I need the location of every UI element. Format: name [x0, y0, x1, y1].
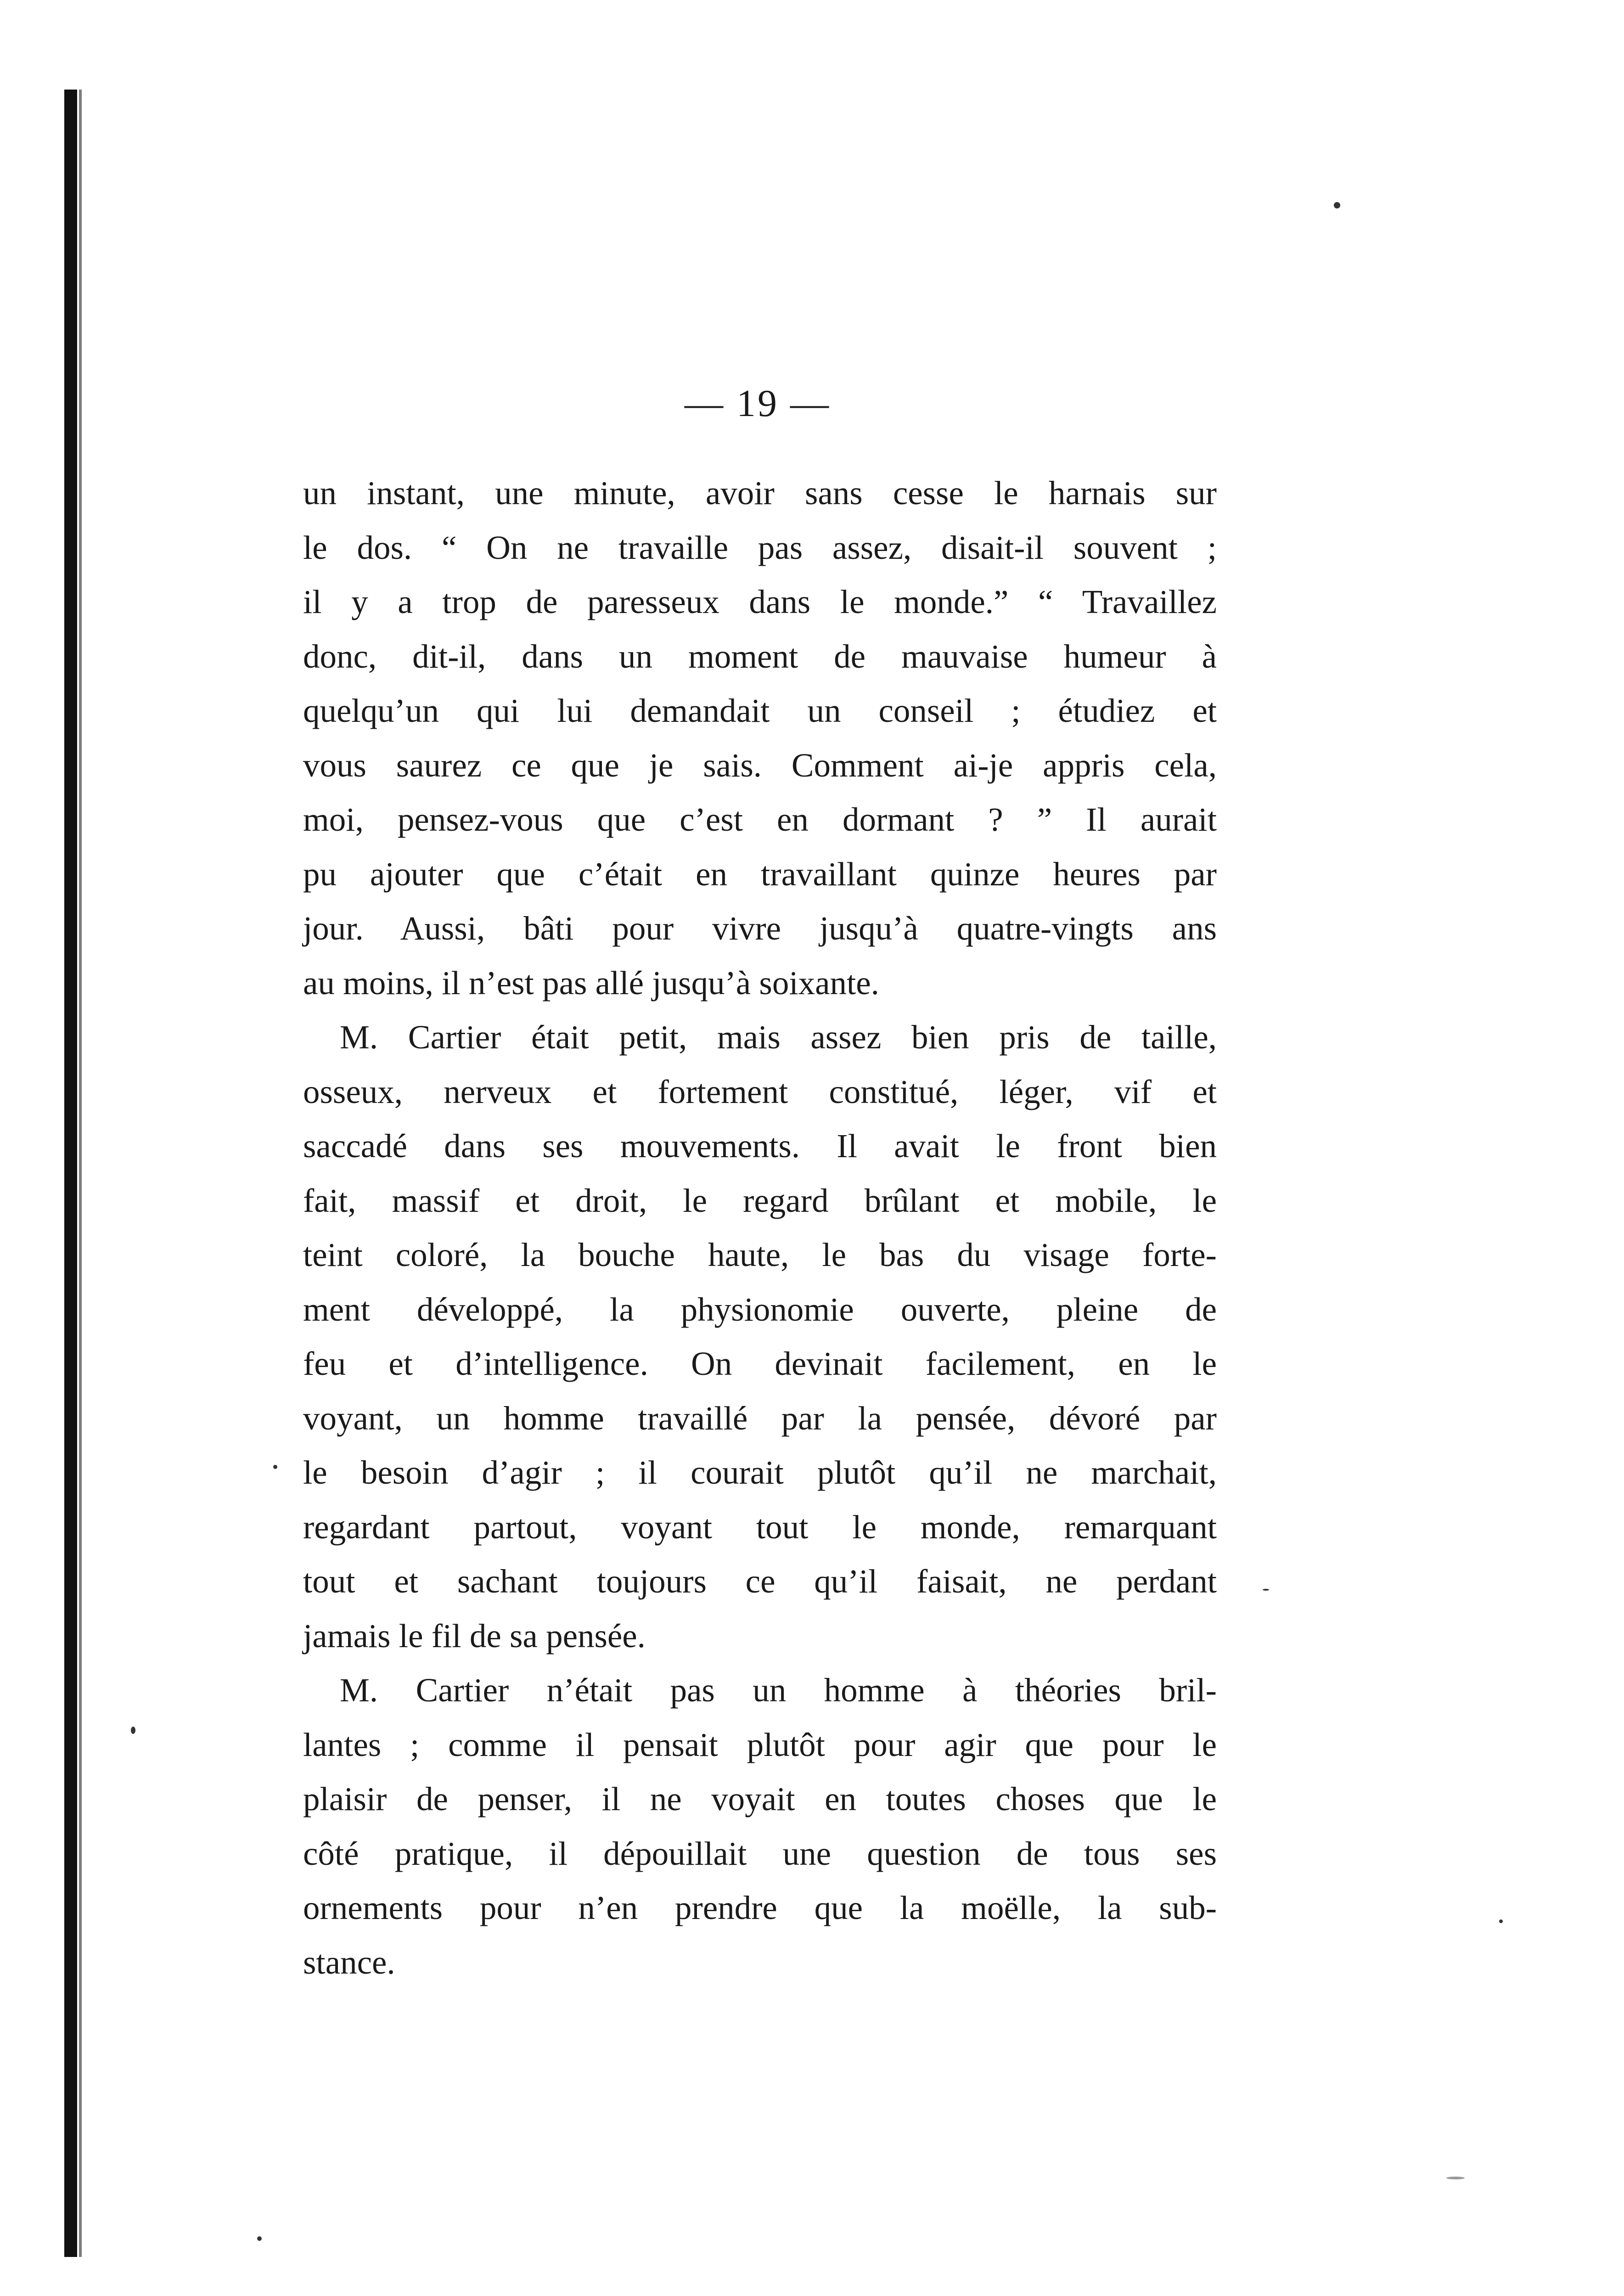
- text-line: un instant, une minute, avoir sans cesse le harnais sur: [303, 474, 1217, 512]
- text-line: il y a trop de paresseux dans le monde.” “ Travaillez: [303, 583, 1217, 620]
- text-line: teint coloré, la bouche haute, le bas du visage forte-: [303, 1236, 1217, 1273]
- text-line: regardant partout, voyant tout le monde, remarquant: [303, 1508, 1217, 1546]
- text-line: plaisir de penser, il ne voyait en toutes choses que le: [303, 1780, 1217, 1818]
- text-line: donc, dit-il, dans un moment de mauvaise humeur à: [303, 637, 1217, 675]
- text-line: voyant, un homme travaillé par la pensée, dévoré par: [303, 1399, 1217, 1437]
- binding-edge: [64, 90, 77, 2257]
- text-line: le besoin d’agir ; il courait plutôt qu’il ne marchait,: [303, 1454, 1217, 1491]
- text-line: côté pratique, il dépouillait une question de tous ses: [303, 1835, 1217, 1872]
- page-number: — 19 —: [685, 382, 831, 425]
- binding-edge-shadow: [79, 90, 82, 2257]
- text-line: vous saurez ce que je sais. Comment ai-je appris cela,: [303, 746, 1217, 784]
- text-line: M. Cartier était petit, mais assez bien pris de taille,: [340, 1019, 1217, 1056]
- scan-speck: [257, 2236, 262, 2241]
- text-line: tout et sachant toujours ce qu’il faisait, ne perdant: [303, 1563, 1217, 1600]
- text-line: au moins, il n’est pas allé jusqu’à soixante.: [303, 964, 879, 1002]
- text-line: stance.: [303, 1943, 395, 1981]
- text-line: jour. Aussi, bâti pour vivre jusqu’à quatre-vingts ans: [303, 910, 1217, 947]
- text-line: feu et d’intelligence. On devinait facilement, en le: [303, 1345, 1217, 1382]
- scan-speck: [1263, 1589, 1269, 1591]
- text-line: saccadé dans ses mouvements. Il avait le front bien: [303, 1127, 1217, 1165]
- text-line: pu ajouter que c’était en travaillant quinze heures par: [303, 855, 1217, 893]
- scan-speck: [1334, 202, 1340, 208]
- text-line: le dos. “ On ne travaille pas assez, disait-il souvent ;: [303, 529, 1217, 566]
- text-line: fait, massif et droit, le regard brûlant et mobile, le: [303, 1182, 1217, 1219]
- body-text: [303, 466, 1217, 1990]
- text-line: moi, pensez-vous que c’est en dormant ? ” Il aurait: [303, 801, 1217, 838]
- scan-speck: [1499, 1919, 1503, 1923]
- scan-speck: [1446, 2177, 1465, 2179]
- text-line: quelqu’un qui lui demandait un conseil ; étudiez et: [303, 692, 1217, 729]
- text-line: osseux, nerveux et fortement constitué, léger, vif et: [303, 1073, 1217, 1110]
- text-line: ornements pour n’en prendre que la moëlle, la sub-: [303, 1889, 1217, 1926]
- text-line: ment développé, la physionomie ouverte, pleine de: [303, 1290, 1217, 1328]
- text-line: jamais le fil de sa pensée.: [303, 1617, 646, 1654]
- scan-speck: [131, 1727, 135, 1734]
- text-line: M. Cartier n’était pas un homme à théories bril-: [340, 1671, 1217, 1709]
- scan-speck: [273, 1465, 277, 1469]
- text-line: lantes ; comme il pensait plutôt pour agir que pour le: [303, 1726, 1217, 1763]
